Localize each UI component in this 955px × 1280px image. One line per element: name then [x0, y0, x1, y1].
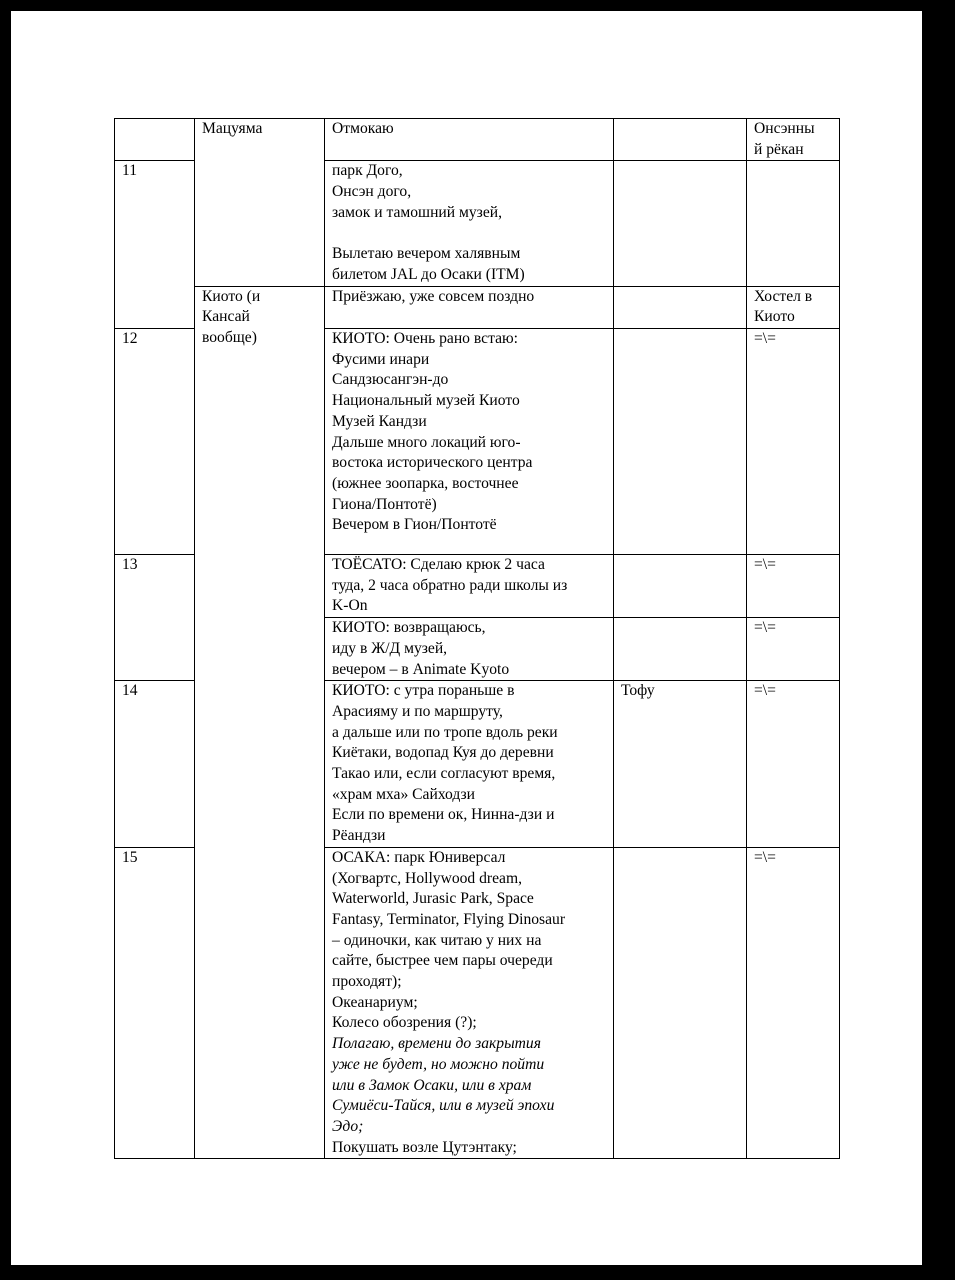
activity-cell: КИОТО: возвращаюсь, иду в Ж/Д музей, вечером – в Animate Kyoto [325, 618, 614, 681]
table-row [115, 286, 840, 328]
day-cell: 14 [115, 681, 195, 848]
stay-cell: =\= [747, 681, 840, 848]
day-cell: 11 [115, 161, 195, 329]
food-cell [614, 847, 747, 1159]
day-cell: 12 [115, 329, 195, 555]
food-cell [614, 329, 747, 555]
food-cell [614, 555, 747, 618]
activity-cell: Отмокаю [325, 119, 614, 161]
stay-cell: Хостел в Киото [747, 286, 840, 328]
stay-cell: =\= [747, 555, 840, 618]
stay-cell: =\= [747, 329, 840, 555]
stay-cell: =\= [747, 847, 840, 1159]
activity-cell: КИОТО: с утра пораньше в Арасияму и по маршруту, а дальше или по тропе вдоль реки Киётаки, водопад Куя до деревни Такао или, если согласуют время, «храм мха» Сайходзи Если по времени ок, Нинна-дзи и Рёандзи [325, 681, 614, 848]
day-cell [115, 119, 195, 161]
activity-cell: ОСАКА: парк Юниверсал (Хогвартс, Hollywood dream, Waterworld, Jurasic Park, Space Fantasy, Terminator, Flying Dinosaur – одиночки, как читаю у них на сайте, быстрее чем пары очереди проходят); Океанариум; Колесо обозрения (?); Полагаю, времени до закрытия уже не будет, но можно пойти или в Замок Осаки, или в храм Сумиёси-Тайся, или в музей эпохи Эдо; Покушать возле Цутэнтаку; [325, 847, 614, 1159]
food-cell [614, 286, 747, 328]
day-cell: 15 [115, 847, 195, 1159]
food-cell [614, 618, 747, 681]
activity-cell: ТОЁСАТО: Сделаю крюк 2 часа туда, 2 часа обратно ради школы из K-On [325, 555, 614, 618]
table-row [115, 119, 840, 161]
food-cell [614, 119, 747, 161]
day-cell: 13 [115, 555, 195, 681]
itinerary-table [114, 118, 840, 1159]
stay-cell [747, 161, 840, 286]
activity-cell: КИОТО: Очень рано встаю: Фусими инари Сандзюсангэн-до Национальный музей Киото Музей Кандзи Дальше много локаций юго- востока исторического центра (южнее зоопарка, восточнее Гиона/Понтотё) Вечером в Гион/Понтотё [325, 329, 614, 555]
stay-cell: =\= [747, 618, 840, 681]
food-cell [614, 161, 747, 286]
stay-cell: Онсэнны й рёкан [747, 119, 840, 161]
document-page [11, 11, 922, 1265]
activity-cell: Приёзжаю, уже совсем поздно [325, 286, 614, 328]
place-cell: Киото (и Кансай вообще) [195, 286, 325, 1159]
place-cell: Мацуяма [195, 119, 325, 287]
food-cell: Тофу [614, 681, 747, 848]
activity-cell: парк Дого, Онсэн дого, замок и тамошний музей, Вылетаю вечером халявным билетом JAL до Осаки (ITM) [325, 161, 614, 286]
